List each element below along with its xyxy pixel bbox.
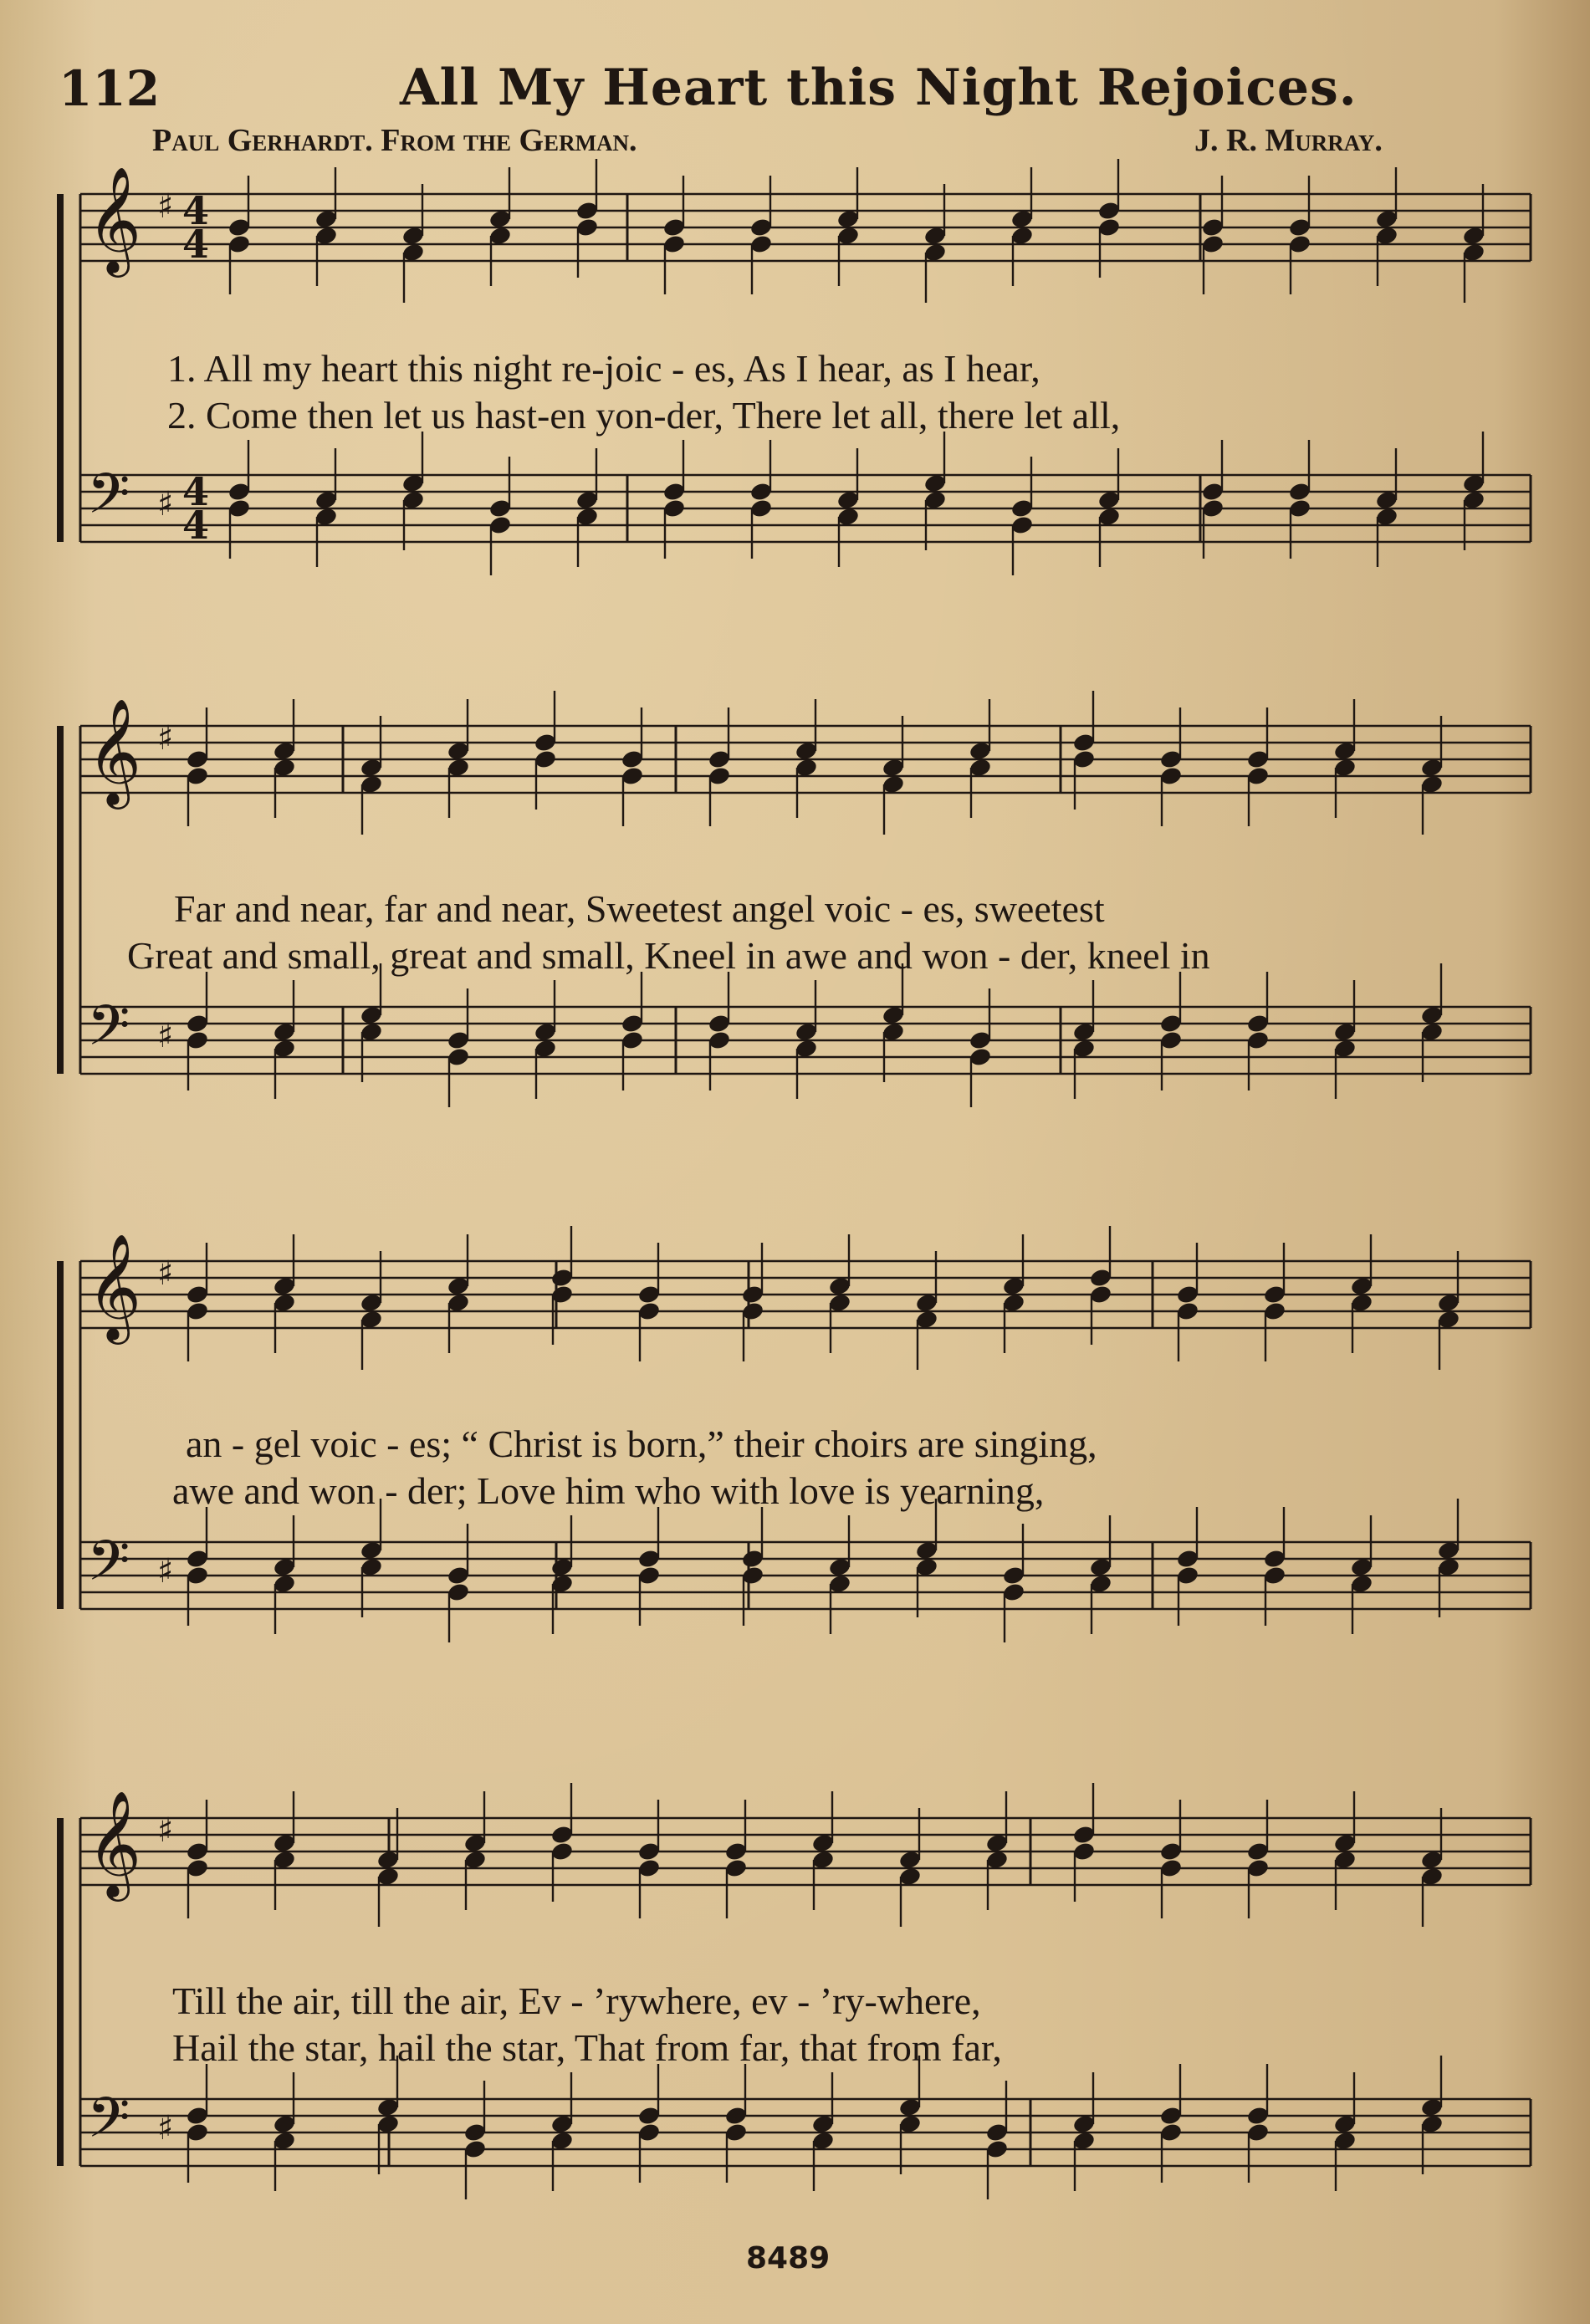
time-signature-digit: 4 [182, 188, 210, 233]
bass-clef: 𝄢 [87, 462, 130, 539]
bass-clef: 𝄢 [87, 993, 130, 1071]
bass-clef: 𝄢 [87, 2086, 130, 2163]
bass-clef: 𝄢 [87, 1529, 130, 1606]
key-signature-sharp: ♯ [157, 2109, 174, 2148]
key-signature-sharp: ♯ [157, 485, 174, 524]
score-systems [60, 159, 1531, 2199]
treble-clef: 𝄞 [87, 166, 142, 273]
system-3-verse-2: awe and won - der; Love him who with love is yearning, [172, 1469, 1045, 1512]
time-signature-digit: 4 [182, 503, 210, 548]
key-signature-sharp: ♯ [157, 1811, 174, 1850]
treble-clef: 𝄞 [87, 697, 142, 804]
treble-clef: 𝄞 [87, 1790, 142, 1897]
key-signature-sharp: ♯ [157, 1552, 174, 1591]
system-3-verse-1: an - gel voic - es; “ Christ is born,” their choirs are singing, [186, 1422, 1097, 1465]
key-signature-sharp: ♯ [157, 1017, 174, 1055]
system-1-verse-2: 2. Come then let us hast-en yon-der, There let all, there let all, [167, 394, 1121, 437]
key-signature-sharp: ♯ [157, 719, 174, 758]
treble-clef: 𝄞 [87, 1233, 142, 1340]
time-signature-digit: 4 [182, 222, 210, 267]
plate-number: 8489 [746, 2241, 831, 2275]
key-signature-sharp: ♯ [157, 187, 174, 226]
system-4-verse-1: Till the air, till the air, Ev - ’rywhere, ev - ’ry-where, [172, 1979, 981, 2022]
system-2-verse-2: Great and small, great and small, Kneel in awe and won - der, kneel in [127, 934, 1210, 977]
hymn-title: All My Heart this Night Rejoices. [400, 59, 1357, 117]
system-4-verse-2: Hail the star, hail the star, That from far, that from far, [172, 2026, 1002, 2069]
key-signature-sharp: ♯ [157, 1254, 174, 1293]
system-1-verse-1: 1. All my heart this night re-joic - es, As I hear, as I hear, [167, 347, 1040, 390]
music-credit: J. R. Murray. [1194, 123, 1383, 158]
time-signature-digit: 4 [182, 469, 210, 514]
page-number: 112 [59, 60, 161, 117]
words-credit: Paul Gerhardt. From the German. [152, 123, 637, 158]
system-2-verse-1: Far and near, far and near, Sweetest angel voic - es, sweetest [174, 887, 1105, 930]
